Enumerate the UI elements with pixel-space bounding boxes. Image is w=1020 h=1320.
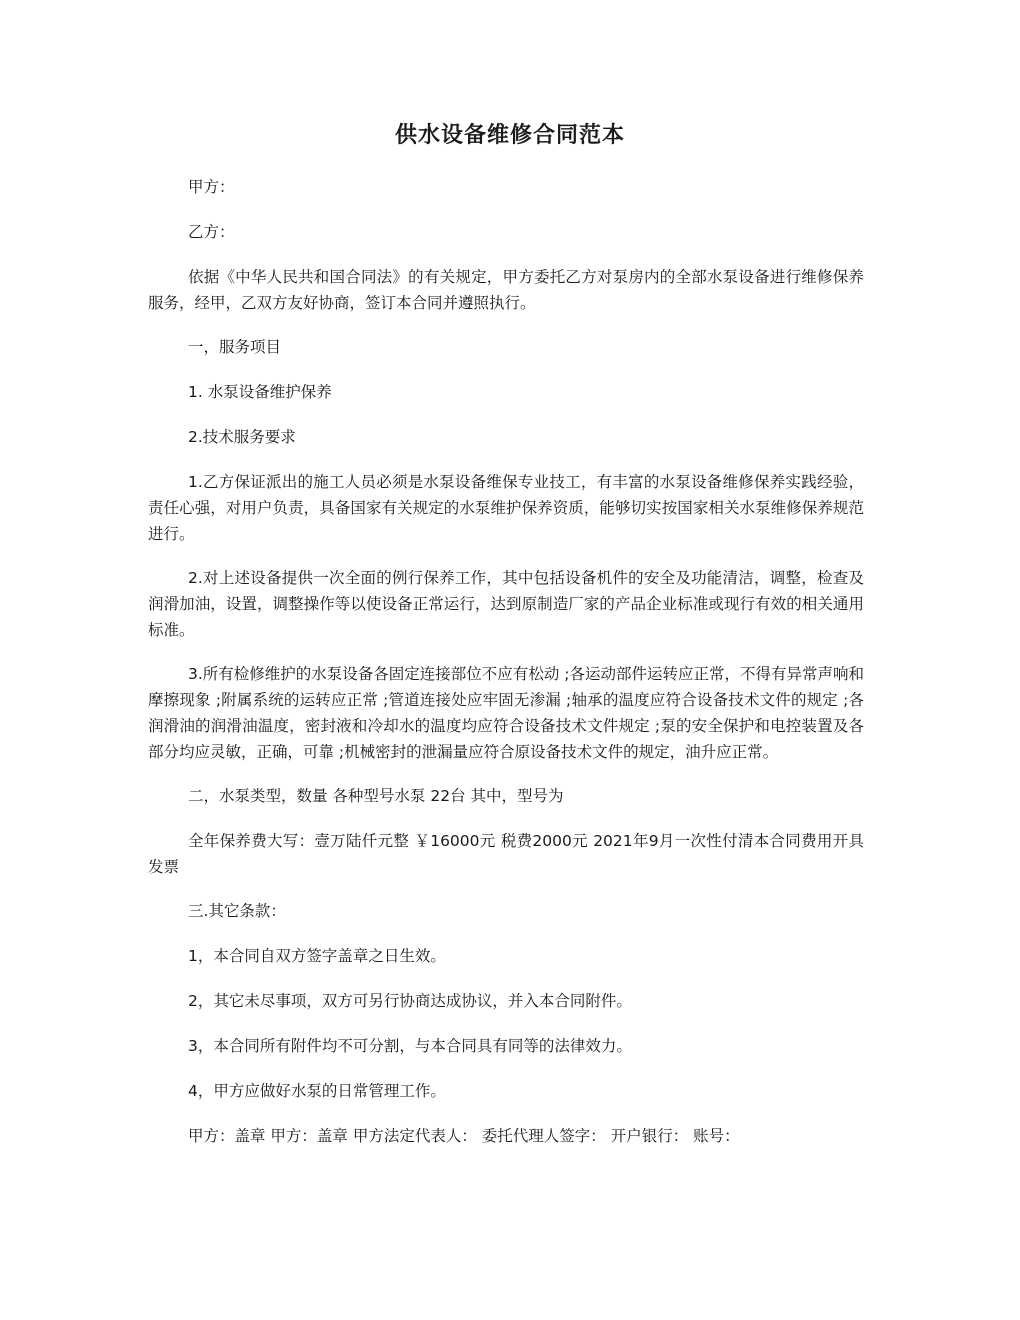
other-term-1: 1，本合同自双方签字盖章之日生效。 [188, 947, 446, 965]
service-item-2: 2.技术服务要求 [188, 428, 296, 446]
section-heading-other-terms: 三.其它条款： [188, 902, 286, 920]
document-title: 供水设备维修合同范本 [394, 123, 625, 148]
other-term-2: 2，其它未尽事项，双方可另行协商达成协议，并入本合同附件。 [188, 992, 632, 1010]
requirement-paragraph-1: 1.乙方保证派出的施工人员必须是水泵设备维保专业技工，有丰富的水泵设备维修保养实践经验，责任心强，对用户负责，具备国家有关规定的水泵维护保养资质，能够切实按国家相关水泵维修保养规范进行。 [148, 473, 864, 543]
preamble-paragraph: 依据《中华人民共和国合同法》的有关规定，甲方委托乙方对泵房内的全部水泵设备进行维修保养服务，经甲，乙双方友好协商，签订本合同并遵照执行。 [148, 268, 864, 312]
other-term-4: 4，甲方应做好水泵的日常管理工作。 [188, 1082, 446, 1100]
party-a-line: 甲方： [188, 178, 235, 196]
section-heading-service: 一，服务项目 [188, 338, 282, 356]
requirement-paragraph-2: 2.对上述设备提供一次全面的例行保养工作，其中包括设备机件的安全及功能清洁，调整，检查及润滑加油，设置，调整操作等以使设备正常运行，达到原制造厂家的产品企业标准或现行有效的相关通用标准。 [148, 569, 864, 639]
party-b-line: 乙方： [188, 223, 235, 241]
pump-type-quantity: 二，水泵类型，数量 各种型号水泵 22台 其中，型号为 [188, 787, 564, 805]
requirement-paragraph-3: 3.所有检修维护的水泵设备各固定连接部位不应有松动 ;各运动部件运转应正常，不得有异常声响和摩擦现象 ;附属系统的运转应正常 ;管道连接处应牢固无渗漏 ;轴承的温度应符合设备技术文件的规定 ;各润滑油的润滑油温度，密封液和冷却水的温度均应符合设备技术文件规定 ;泵的安全保护和电控装置及各部分均应灵敏，正确，可靠 ;机械密封的泄漏量应符合原设备技术文件的规定，油升应正常。 [148, 665, 864, 761]
other-term-3: 3，本合同所有附件均不可分割，与本合同具有同等的法律效力。 [188, 1037, 632, 1055]
annual-fee-paragraph: 全年保养费大写：壹万陆仟元整 ￥16000元 税费2000元 2021年9月一次性付清本合同费用开具发票 [148, 832, 864, 876]
service-item-1: 1. 水泵设备维护保养 [188, 383, 332, 401]
document-body [148, 174, 864, 1168]
signature-line: 甲方：盖章 甲方：盖章 甲方法定代表人： 委托代理人签字： 开户银行： 账号： [188, 1127, 740, 1145]
